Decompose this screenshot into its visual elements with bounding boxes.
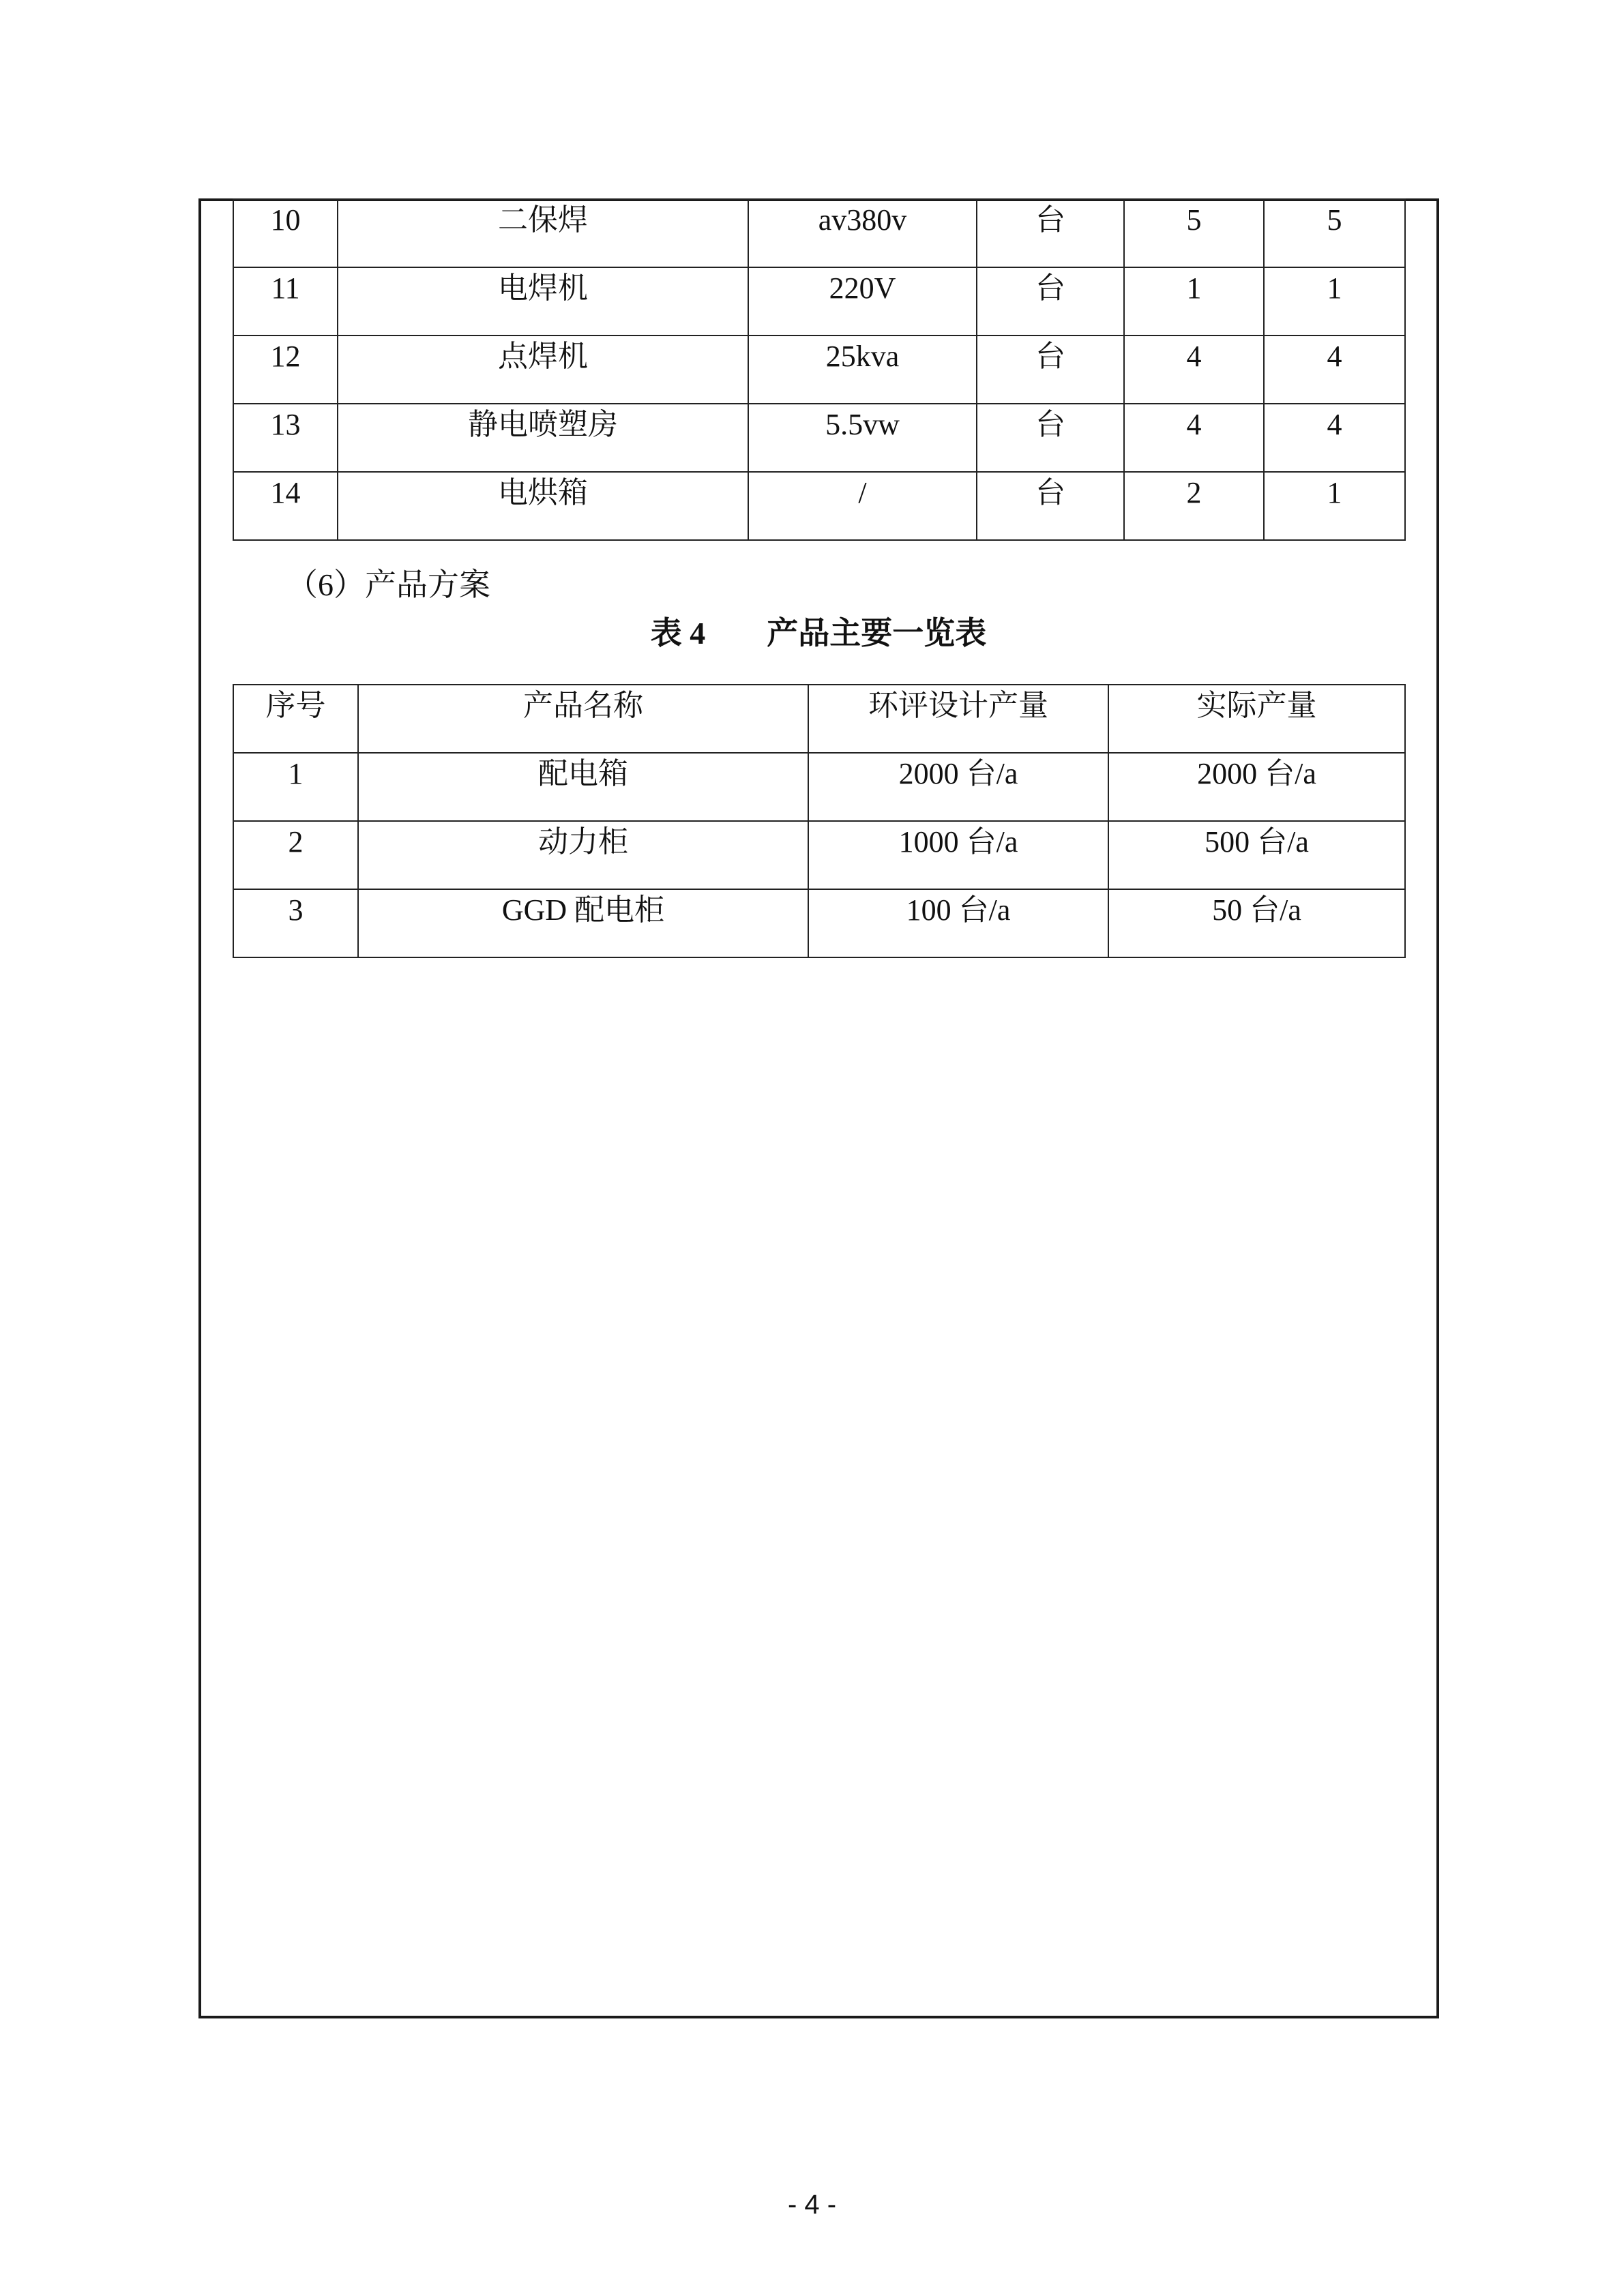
table-caption xyxy=(233,614,1404,653)
product-no: 2 xyxy=(233,821,358,889)
equipment-spec: 25kva xyxy=(748,336,977,404)
equipment-qty-b: 4 xyxy=(1264,404,1405,472)
product-no: 1 xyxy=(233,753,358,821)
equipment-qty-a: 4 xyxy=(1124,404,1264,472)
product-design-output: 1000 台/a xyxy=(808,821,1108,889)
table-row xyxy=(233,267,1405,336)
equipment-qty-b: 4 xyxy=(1264,336,1405,404)
equipment-no: 10 xyxy=(233,199,338,267)
table-row xyxy=(233,336,1405,404)
section-heading: （6）产品方案 xyxy=(286,567,490,602)
column-header-actual: 实际产量 xyxy=(1108,685,1405,753)
table-caption-title: 产品主要一览表 xyxy=(767,616,987,651)
equipment-unit: 台 xyxy=(977,472,1124,540)
equipment-spec: / xyxy=(748,472,977,540)
table-row xyxy=(233,199,1405,267)
equipment-qty-a: 4 xyxy=(1124,336,1264,404)
table-caption-number: 表 4 xyxy=(650,616,706,651)
equipment-qty-b: 5 xyxy=(1264,199,1405,267)
equipment-qty-a: 2 xyxy=(1124,472,1264,540)
equipment-spec: 5.5vw xyxy=(748,404,977,472)
product-table xyxy=(233,684,1406,958)
equipment-no: 11 xyxy=(233,267,338,336)
equipment-unit: 台 xyxy=(977,336,1124,404)
table-row xyxy=(233,821,1405,889)
equipment-no: 12 xyxy=(233,336,338,404)
product-name: 动力柜 xyxy=(358,821,808,889)
table-header-row xyxy=(233,685,1405,753)
page-number: - 4 - xyxy=(787,2190,837,2220)
product-actual-output: 2000 台/a xyxy=(1108,753,1405,821)
product-name: GGD 配电柜 xyxy=(358,889,808,957)
product-name: 配电箱 xyxy=(358,753,808,821)
equipment-unit: 台 xyxy=(977,199,1124,267)
equipment-name: 电焊机 xyxy=(338,267,748,336)
equipment-no: 13 xyxy=(233,404,338,472)
product-no: 3 xyxy=(233,889,358,957)
equipment-table xyxy=(233,198,1406,541)
equipment-name: 二保焊 xyxy=(338,199,748,267)
column-header-design: 环评设计产量 xyxy=(808,685,1108,753)
equipment-qty-b: 1 xyxy=(1264,472,1405,540)
equipment-name: 点焊机 xyxy=(338,336,748,404)
table-row xyxy=(233,404,1405,472)
column-header-name: 产品名称 xyxy=(358,685,808,753)
equipment-qty-b: 1 xyxy=(1264,267,1405,336)
product-actual-output: 50 台/a xyxy=(1108,889,1405,957)
table-row xyxy=(233,753,1405,821)
equipment-unit: 台 xyxy=(977,404,1124,472)
equipment-spec: 220V xyxy=(748,267,977,336)
product-design-output: 100 台/a xyxy=(808,889,1108,957)
equipment-qty-a: 1 xyxy=(1124,267,1264,336)
equipment-no: 14 xyxy=(233,472,338,540)
equipment-spec: av380v xyxy=(748,199,977,267)
equipment-name: 静电喷塑房 xyxy=(338,404,748,472)
equipment-name: 电烘箱 xyxy=(338,472,748,540)
column-header-no: 序号 xyxy=(233,685,358,753)
table-row xyxy=(233,472,1405,540)
equipment-unit: 台 xyxy=(977,267,1124,336)
table-row xyxy=(233,889,1405,957)
equipment-qty-a: 5 xyxy=(1124,199,1264,267)
product-design-output: 2000 台/a xyxy=(808,753,1108,821)
product-actual-output: 500 台/a xyxy=(1108,821,1405,889)
